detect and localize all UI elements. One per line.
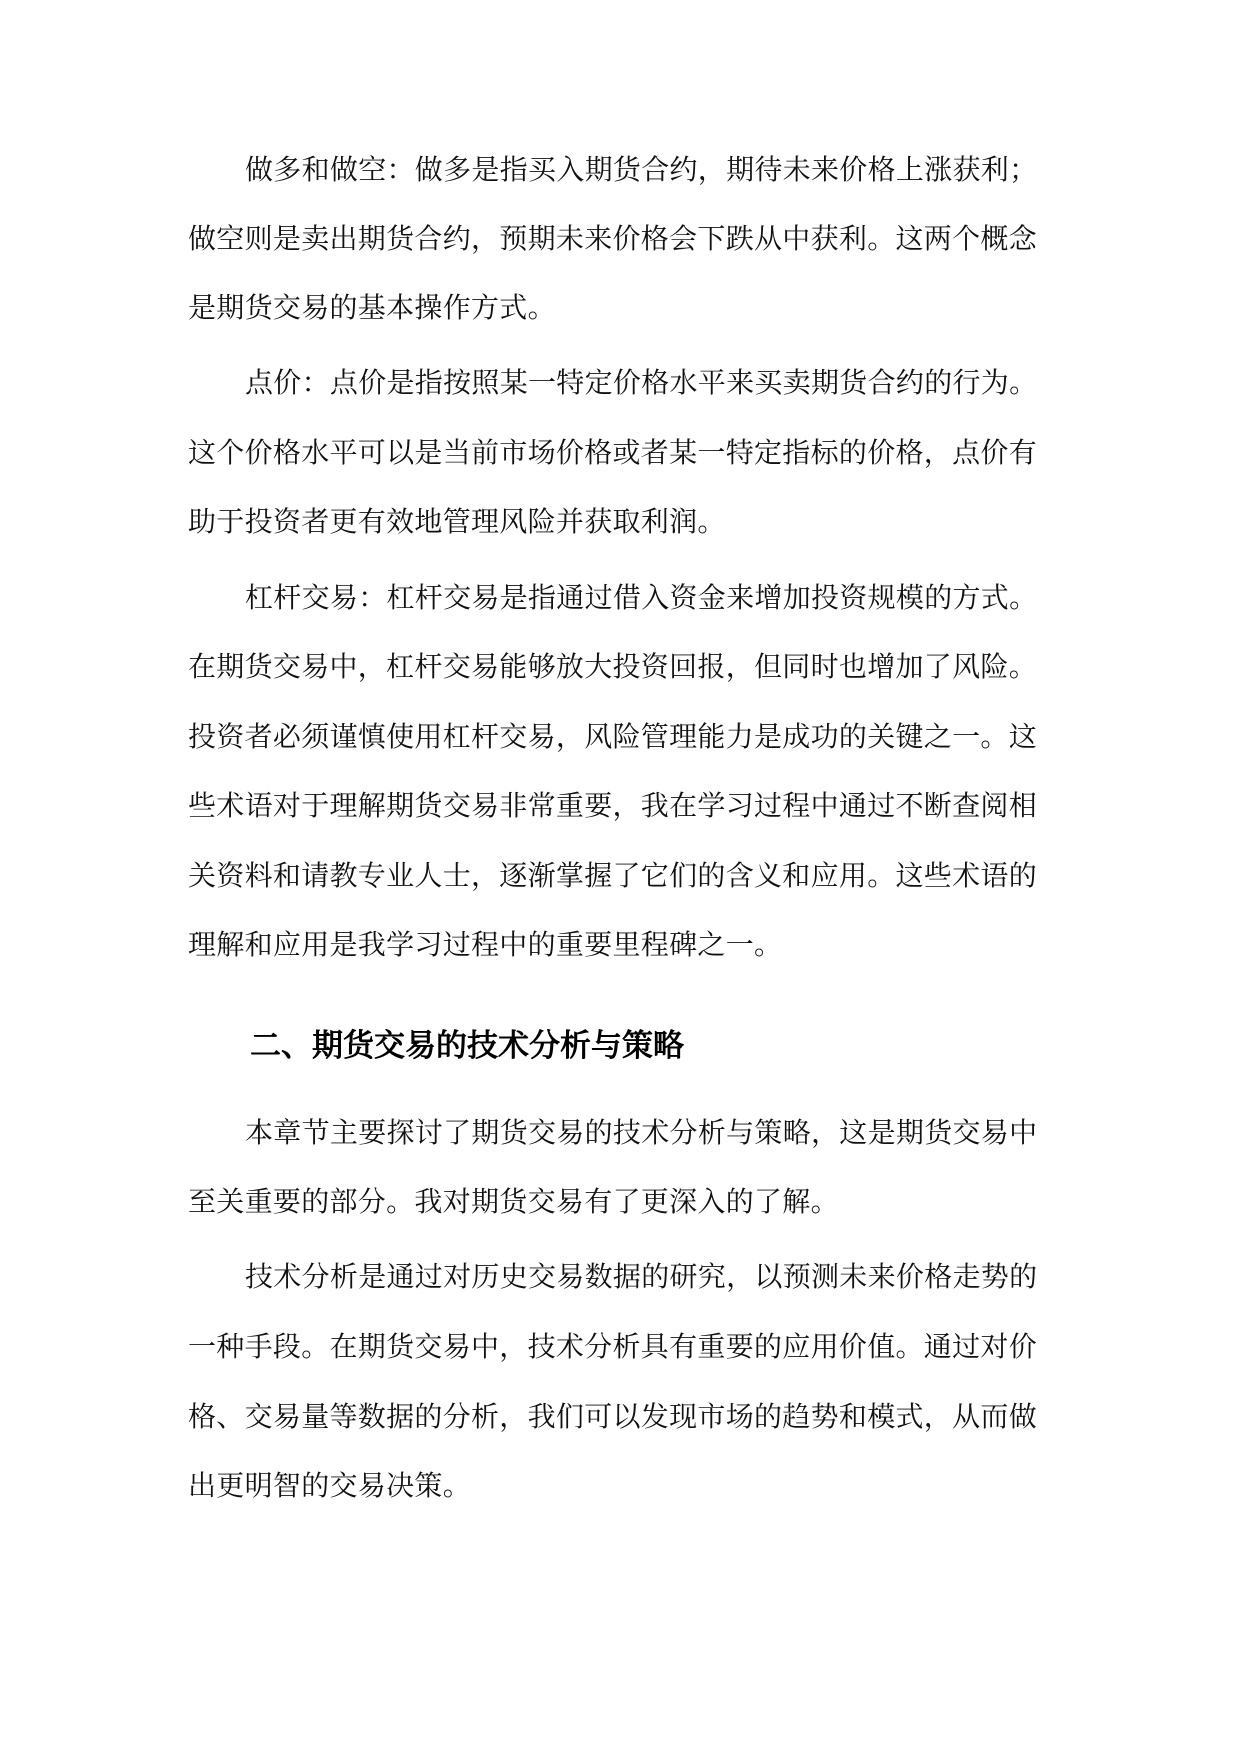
paragraph-3-line-3: 投资者必须谨慎使用杠杆交易，风险管理能力是成功的关键之一。这 [188, 720, 1038, 753]
section-paragraph-2-line-1: 技术分析是通过对历史交易数据的研究，以预测未来价格走势的 [245, 1260, 1038, 1293]
section-paragraph-2-line-3: 格、交易量等数据的分析，我们可以发现市场的趋势和模式，从而做 [188, 1400, 1038, 1433]
section-paragraph-2-line-4: 出更明智的交易决策。 [188, 1469, 472, 1502]
paragraph-3-line-2: 在期货交易中，杠杆交易能够放大投资回报，但同时也增加了风险。 [188, 650, 1038, 683]
section-paragraph-1-line-2: 至关重要的部分。我对期货交易有了更深入的了解。 [188, 1185, 839, 1218]
paragraph-1-line-1: 做多和做空：做多是指买入期货合约，期待未来价格上涨获利； [245, 153, 1038, 186]
paragraph-3-line-1: 杠杆交易：杠杆交易是指通过借入资金来增加投资规模的方式。 [245, 581, 1038, 614]
paragraph-2-line-3: 助于投资者更有效地管理风险并获取利润。 [188, 505, 726, 538]
section-paragraph-1-line-1: 本章节主要探讨了期货交易的技术分析与策略，这是期货交易中 [245, 1116, 1038, 1149]
paragraph-3-line-4: 些术语对于理解期货交易非常重要，我在学习过程中通过不断查阅相 [188, 789, 1038, 822]
paragraph-3-line-6: 理解和应用是我学习过程中的重要里程碑之一。 [188, 928, 783, 961]
section-heading: 二、期货交易的技术分析与策略 [250, 1028, 684, 1064]
section-paragraph-2-line-2: 一种手段。在期货交易中，技术分析具有重要的应用价值。通过对价 [188, 1330, 1038, 1363]
paragraph-1-line-3: 是期货交易的基本操作方式。 [188, 291, 556, 324]
paragraph-1-line-2: 做空则是卖出期货合约，预期未来价格会下跌从中获利。这两个概念 [188, 222, 1038, 255]
paragraph-2-line-1: 点价：点价是指按照某一特定价格水平来买卖期货合约的行为。 [245, 366, 1038, 399]
paragraph-3-line-5: 关资料和请教专业人士，逐渐掌握了它们的含义和应用。这些术语的 [188, 859, 1038, 892]
paragraph-2-line-2: 这个价格水平可以是当前市场价格或者某一特定指标的价格，点价有 [188, 436, 1038, 469]
